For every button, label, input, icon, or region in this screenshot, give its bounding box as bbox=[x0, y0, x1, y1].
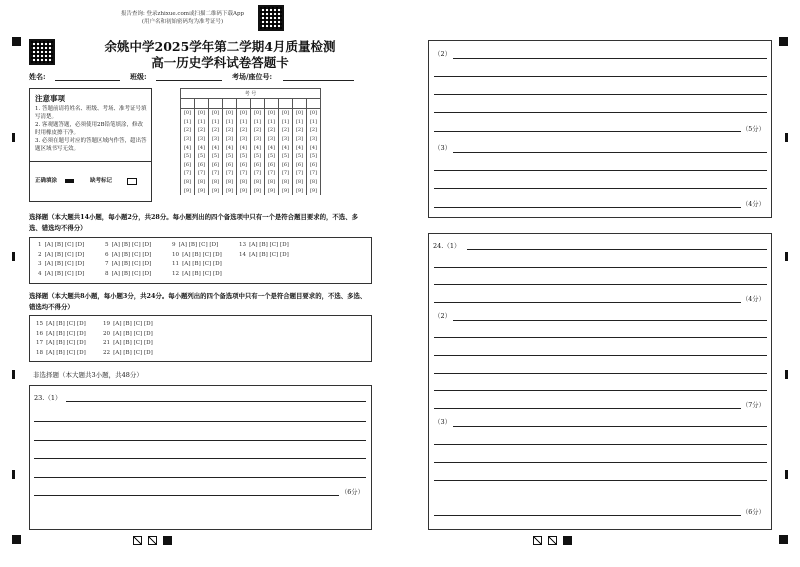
exam-digit-bubble[interactable]: [0] bbox=[293, 109, 307, 118]
choice-question-row[interactable] bbox=[172, 271, 222, 277]
answer-options[interactable]: [A] [B] [C] [D] bbox=[182, 251, 222, 258]
corner-mark bbox=[12, 535, 21, 544]
exam-digit-bubble[interactable]: [3] bbox=[251, 135, 265, 144]
corner-mark bbox=[12, 37, 21, 46]
answer-options[interactable]: [A] [B] [C] [D] bbox=[44, 261, 85, 267]
q24-answer-box bbox=[428, 233, 772, 530]
answer-options[interactable]: [A] [B] [C] [D] bbox=[44, 242, 85, 248]
exam-digit-bubble[interactable]: [0] bbox=[223, 109, 237, 118]
class-field[interactable] bbox=[156, 80, 222, 81]
filled-bubble-icon bbox=[65, 179, 74, 183]
subject-title: 高一历史学科试卷答题卡 bbox=[151, 55, 289, 70]
exam-digit-bubble[interactable]: [8] bbox=[265, 178, 279, 187]
exam-digit-bubble[interactable]: [2] bbox=[307, 126, 321, 135]
exam-digit-bubble[interactable]: [6] bbox=[195, 161, 209, 170]
exam-digit-bubble[interactable]: [7] bbox=[265, 169, 279, 178]
exam-digit-bubble[interactable]: [3] bbox=[265, 135, 279, 144]
q24-label: 24.（1） bbox=[433, 242, 461, 250]
question-number: 5 bbox=[105, 242, 109, 248]
exam-digit-bubble[interactable]: [8] bbox=[307, 178, 321, 187]
notes-box bbox=[29, 88, 152, 202]
answer-options[interactable]: [A] [B] [C] [D] bbox=[182, 270, 222, 277]
choice-question-row[interactable] bbox=[105, 242, 151, 248]
exam-digit-bubble[interactable]: [5] bbox=[237, 152, 251, 161]
answer-options[interactable]: [A] [B] [C] [D] bbox=[111, 270, 152, 277]
page-mark bbox=[548, 536, 557, 545]
exam-digit-bubble[interactable]: [3] bbox=[195, 135, 209, 144]
exam-digit-bubble[interactable]: [2] bbox=[195, 126, 209, 135]
exam-digit-bubble[interactable]: [4] bbox=[265, 143, 279, 152]
app-qr-code bbox=[258, 5, 284, 31]
answer-options[interactable]: [A] [B] [C] [D] bbox=[46, 340, 86, 346]
question-number: 3 bbox=[38, 261, 42, 267]
exam-digit-bubble[interactable]: [9] bbox=[223, 186, 237, 195]
exam-digit-bubble[interactable]: [0] bbox=[265, 109, 279, 118]
exam-digit-bubble[interactable]: [9] bbox=[209, 186, 223, 195]
exam-digit-bubble[interactable]: [0] bbox=[209, 109, 223, 118]
exam-digit-bubble[interactable]: [2] bbox=[279, 126, 293, 135]
exam-digit-bubble[interactable]: [9] bbox=[195, 186, 209, 195]
exam-digit-bubble[interactable]: [8] bbox=[181, 178, 195, 187]
answer-options[interactable]: [A] [B] [C] [D] bbox=[111, 261, 152, 267]
answer-options[interactable]: [A] [B] [C] [D] bbox=[178, 242, 219, 248]
exam-digit-bubble[interactable]: [2] bbox=[237, 126, 251, 135]
choice-question-row[interactable] bbox=[38, 252, 84, 258]
exam-digit-bubble[interactable]: [9] bbox=[237, 186, 251, 195]
exam-digit-bubble[interactable]: [8] bbox=[209, 178, 223, 187]
exam-digit-bubble[interactable]: [2] bbox=[265, 126, 279, 135]
choice-question-row[interactable] bbox=[105, 252, 151, 258]
q23-part2-score: （5分） bbox=[742, 126, 765, 133]
exam-digit-bubble[interactable]: [2] bbox=[223, 126, 237, 135]
question-number: 18 bbox=[36, 349, 44, 356]
section1-answer-box bbox=[29, 237, 372, 284]
absent-mark-label: 缺考标记 bbox=[90, 178, 113, 184]
exam-digit-bubble[interactable]: [6] bbox=[181, 161, 195, 170]
exam-digit-bubble[interactable]: [9] bbox=[265, 186, 279, 195]
corner-mark bbox=[779, 535, 788, 544]
answer-options[interactable]: [A] [B] [C] [D] bbox=[113, 349, 153, 356]
choice-question-row[interactable] bbox=[36, 350, 86, 356]
q23-part3-label: （3） bbox=[434, 144, 452, 152]
q23-score: （6分） bbox=[341, 489, 364, 496]
timing-mark bbox=[785, 252, 788, 261]
exam-digit-bubble[interactable]: [3] bbox=[181, 135, 195, 144]
exam-digit-bubble[interactable]: [7] bbox=[223, 169, 237, 178]
answer-options[interactable]: [A] [B] [C] [D] bbox=[249, 242, 289, 248]
choice-question-row[interactable] bbox=[172, 242, 218, 248]
choice-question-row[interactable] bbox=[105, 261, 151, 267]
choice-question-row[interactable] bbox=[239, 242, 289, 248]
question-number: 15 bbox=[36, 321, 44, 327]
q24-part3-label: （3） bbox=[434, 418, 452, 426]
exam-digit-bubble[interactable]: [2] bbox=[293, 126, 307, 135]
exam-digit-bubble[interactable]: [5] bbox=[279, 152, 293, 161]
note-item: 1. 答题前请将姓名、班级、考场、准考证号填写清楚。 bbox=[35, 106, 147, 120]
exam-digit-bubble[interactable]: [3] bbox=[307, 135, 321, 144]
exam-digit-bubble[interactable]: [2] bbox=[251, 126, 265, 135]
q23-answer-box bbox=[29, 385, 372, 530]
q23-part3-score: （4分） bbox=[742, 201, 765, 208]
section2-title: 选择题（本大题共8小题，每小题3分，共24分。每小题列出的四个备选项中只有一个是符合题目要求的，不选、多选、错选均不得分） bbox=[29, 292, 367, 311]
class-label: 班级: bbox=[130, 72, 147, 81]
q24-part3-score: （6分） bbox=[742, 509, 765, 516]
exam-digit-bubble[interactable]: [1] bbox=[251, 118, 265, 127]
answer-options[interactable]: [A] [B] [C] [D] bbox=[249, 251, 289, 258]
exam-digit-bubble[interactable]: [4] bbox=[181, 143, 195, 152]
exam-digit-bubble[interactable]: [1] bbox=[307, 118, 321, 127]
correct-fill-label: 正确填涂 bbox=[35, 178, 58, 184]
question-number: 7 bbox=[105, 261, 109, 267]
exam-digit-bubble[interactable]: [8] bbox=[195, 178, 209, 187]
question-number: 8 bbox=[105, 270, 109, 277]
exam-digit-bubble[interactable]: [5] bbox=[251, 152, 265, 161]
name-label: 姓名: bbox=[29, 72, 46, 81]
exam-digit-bubble[interactable]: [8] bbox=[223, 178, 237, 187]
answer-options[interactable]: [A] [B] [C] [D] bbox=[111, 242, 152, 248]
exam-digit-bubble[interactable]: [5] bbox=[265, 152, 279, 161]
question-number: 12 bbox=[172, 270, 180, 277]
exam-digit-bubble[interactable]: [7] bbox=[307, 169, 321, 178]
question-number: 21 bbox=[103, 340, 111, 346]
answer-options[interactable]: [A] [B] [C] [D] bbox=[46, 321, 86, 327]
question-number: 13 bbox=[239, 242, 247, 248]
answer-options[interactable]: [A] [B] [C] [D] bbox=[111, 251, 152, 258]
exam-digit-bubble[interactable]: [0] bbox=[195, 109, 209, 118]
exam-digit-bubble[interactable]: [9] bbox=[307, 186, 321, 195]
exam-digit-bubble[interactable]: [1] bbox=[181, 118, 195, 127]
timing-mark bbox=[12, 252, 15, 261]
exam-digit-bubble[interactable]: [1] bbox=[265, 118, 279, 127]
choice-question-row[interactable] bbox=[103, 340, 153, 346]
notes-title: 注意事项 bbox=[35, 94, 65, 103]
section1-title: 选择题（本大题共14小题，每小题2分，共28分。每小题列出的四个备选项中只有一个是符合题目要求的，不选、多选、错选均不得分） bbox=[29, 213, 358, 232]
exam-digit-bubble[interactable]: [4] bbox=[251, 143, 265, 152]
answer-options[interactable]: [A] [B] [C] [D] bbox=[44, 270, 85, 277]
exam-digit-bubble[interactable]: [9] bbox=[293, 186, 307, 195]
q24-part2-label: （2） bbox=[434, 312, 452, 320]
question-number: 10 bbox=[172, 251, 180, 258]
exam-digit-bubble[interactable]: [3] bbox=[293, 135, 307, 144]
question-number: 11 bbox=[172, 261, 180, 267]
question-number: 9 bbox=[172, 242, 176, 248]
choice-question-row[interactable] bbox=[36, 340, 86, 346]
exam-digit-bubble[interactable]: [1] bbox=[293, 118, 307, 127]
question-number: 6 bbox=[105, 251, 109, 258]
notes-list bbox=[35, 105, 147, 153]
exam-digit-bubble[interactable]: [3] bbox=[237, 135, 251, 144]
note-item: 3. 必须在题号对应的答题区域内作答，超出答题区域书写无效。 bbox=[35, 138, 147, 152]
choice-question-row[interactable] bbox=[103, 321, 153, 327]
question-number: 22 bbox=[103, 349, 111, 356]
exam-digit-bubble[interactable]: [7] bbox=[279, 169, 293, 178]
page-mark bbox=[563, 536, 572, 545]
page-mark bbox=[133, 536, 142, 545]
timing-mark bbox=[785, 470, 788, 479]
question-number: 4 bbox=[38, 270, 42, 277]
exam-digit-bubble[interactable]: [0] bbox=[251, 109, 265, 118]
exam-digit-bubble[interactable]: [6] bbox=[223, 161, 237, 170]
exam-digit-bubble[interactable]: [4] bbox=[237, 143, 251, 152]
answer-options[interactable]: [A] [B] [C] [D] bbox=[113, 330, 153, 337]
right-top-answer-box bbox=[428, 40, 772, 218]
timing-mark bbox=[785, 133, 788, 142]
exam-digit-bubble[interactable]: [5] bbox=[181, 152, 195, 161]
page-mark bbox=[148, 536, 157, 545]
answer-options[interactable]: [A] [B] [C] [D] bbox=[46, 330, 86, 337]
exam-digit-bubble[interactable]: [5] bbox=[195, 152, 209, 161]
exam-digit-bubble[interactable]: [4] bbox=[209, 143, 223, 152]
exam-digit-bubble[interactable]: [1] bbox=[209, 118, 223, 127]
choice-question-row[interactable] bbox=[103, 331, 153, 337]
exam-digit-bubble[interactable]: [3] bbox=[223, 135, 237, 144]
exam-digit-bubble[interactable]: [6] bbox=[265, 161, 279, 170]
q23-label: 23.（1） bbox=[34, 394, 62, 402]
timing-mark bbox=[785, 370, 788, 379]
exam-digit-bubble[interactable]: [3] bbox=[279, 135, 293, 144]
timing-mark bbox=[12, 370, 15, 379]
exam-digit-bubble[interactable]: [8] bbox=[293, 178, 307, 187]
exam-digit-bubble[interactable]: [5] bbox=[293, 152, 307, 161]
exam-digit-bubble[interactable]: [0] bbox=[181, 109, 195, 118]
answer-options[interactable]: [A] [B] [C] [D] bbox=[182, 261, 222, 267]
choice-question-row[interactable] bbox=[36, 331, 86, 337]
exam-digit-bubble[interactable]: [7] bbox=[181, 169, 195, 178]
question-number: 14 bbox=[239, 251, 247, 258]
timing-mark bbox=[12, 470, 15, 479]
exam-digit-bubble[interactable]: [6] bbox=[251, 161, 265, 170]
exam-digit-bubble[interactable]: [7] bbox=[209, 169, 223, 178]
exam-digit-bubble[interactable]: [4] bbox=[195, 143, 209, 152]
exam-digit-bubble[interactable]: [7] bbox=[195, 169, 209, 178]
exam-digit-bubble[interactable]: [1] bbox=[279, 118, 293, 127]
exam-digit-bubble[interactable]: [5] bbox=[223, 152, 237, 161]
exam-digit-bubble[interactable]: [7] bbox=[237, 169, 251, 178]
exam-digit-bubble[interactable]: [8] bbox=[279, 178, 293, 187]
section3-title: 非选择题（本大题共3小题，共48分） bbox=[33, 371, 143, 379]
q24-part2-score: （7分） bbox=[742, 402, 765, 409]
choice-question-row[interactable] bbox=[239, 252, 289, 258]
exam-digit-bubble[interactable]: [1] bbox=[195, 118, 209, 127]
choice-question-row[interactable] bbox=[103, 350, 153, 356]
exam-digit-bubble[interactable]: [4] bbox=[293, 143, 307, 152]
note-item: 2. 客观题答题，必须使用2B铅笔填涂，修改时用橡皮擦干净。 bbox=[35, 122, 144, 136]
exam-digit-bubble[interactable]: [0] bbox=[279, 109, 293, 118]
answer-options[interactable]: [A] [B] [C] [D] bbox=[113, 340, 153, 346]
exam-digit-bubble[interactable]: [5] bbox=[209, 152, 223, 161]
answer-options[interactable]: [A] [B] [C] [D] bbox=[113, 321, 153, 327]
name-field[interactable] bbox=[55, 80, 120, 81]
exam-digit-bubble[interactable]: [5] bbox=[307, 152, 321, 161]
question-number: 2 bbox=[38, 251, 42, 258]
choice-question-row[interactable] bbox=[38, 242, 84, 248]
exam-digit-bubble[interactable]: [1] bbox=[223, 118, 237, 127]
exam-number-label: 考 号 bbox=[181, 89, 321, 99]
choice-question-row[interactable] bbox=[172, 261, 222, 267]
corner-mark bbox=[779, 37, 788, 46]
exam-digit-bubble[interactable]: [0] bbox=[307, 109, 321, 118]
choice-question-row[interactable] bbox=[36, 321, 86, 327]
exam-digit-bubble[interactable]: [2] bbox=[181, 126, 195, 135]
exam-number-grid bbox=[180, 88, 321, 195]
exam-digit-bubble[interactable]: [6] bbox=[237, 161, 251, 170]
exam-digit-bubble[interactable]: [4] bbox=[307, 143, 321, 152]
exam-digit-bubble[interactable]: [0] bbox=[237, 109, 251, 118]
exam-digit-bubble[interactable]: [6] bbox=[279, 161, 293, 170]
exam-digit-bubble[interactable]: [7] bbox=[293, 169, 307, 178]
section2-answer-box bbox=[29, 315, 372, 362]
choice-question-row[interactable] bbox=[172, 252, 222, 258]
answer-options[interactable]: [A] [B] [C] [D] bbox=[44, 251, 85, 258]
page-mark bbox=[533, 536, 542, 545]
choice-question-row[interactable] bbox=[38, 261, 84, 267]
exam-digit-bubble[interactable]: [7] bbox=[251, 169, 265, 178]
timing-mark bbox=[12, 133, 15, 142]
exam-digit-bubble[interactable]: [9] bbox=[251, 186, 265, 195]
exam-digit-bubble[interactable]: [2] bbox=[209, 126, 223, 135]
choice-question-row[interactable] bbox=[38, 271, 84, 277]
school-title: 余姚中学2025学年第二学期4月质量检测 bbox=[104, 39, 336, 54]
exam-digit-bubble[interactable]: [6] bbox=[307, 161, 321, 170]
absent-mark-box[interactable] bbox=[127, 178, 137, 185]
room-field[interactable] bbox=[283, 80, 354, 81]
exam-digit-bubble[interactable]: [4] bbox=[279, 143, 293, 152]
question-number: 17 bbox=[36, 340, 44, 346]
q24-part1-score: （4分） bbox=[742, 296, 765, 303]
exam-digit-bubble[interactable]: [9] bbox=[279, 186, 293, 195]
student-qr-code bbox=[29, 39, 55, 65]
exam-digit-bubble[interactable]: [6] bbox=[209, 161, 223, 170]
choice-question-row[interactable] bbox=[105, 271, 151, 277]
exam-digit-bubble[interactable]: [9] bbox=[181, 186, 195, 195]
page-mark bbox=[163, 536, 172, 545]
answer-options[interactable]: [A] [B] [C] [D] bbox=[46, 349, 86, 356]
question-number: 19 bbox=[103, 321, 111, 327]
question-number: 20 bbox=[103, 330, 111, 337]
exam-digit-bubble[interactable]: [8] bbox=[251, 178, 265, 187]
exam-digit-bubble[interactable]: [8] bbox=[237, 178, 251, 187]
room-label: 考场/座位号: bbox=[232, 72, 273, 81]
exam-digit-bubble[interactable]: [6] bbox=[293, 161, 307, 170]
exam-digit-bubble[interactable]: [1] bbox=[237, 118, 251, 127]
q23-part2-label: （2） bbox=[434, 50, 452, 58]
report-notice: 报告查询: 登录zhixue.com或扫描二维码下载App (用户名和初始密码均为准考证号) bbox=[120, 11, 245, 25]
question-number: 16 bbox=[36, 330, 44, 337]
exam-digit-bubble[interactable]: [4] bbox=[223, 143, 237, 152]
exam-digit-bubble[interactable]: [3] bbox=[209, 135, 223, 144]
question-number: 1 bbox=[38, 242, 42, 248]
